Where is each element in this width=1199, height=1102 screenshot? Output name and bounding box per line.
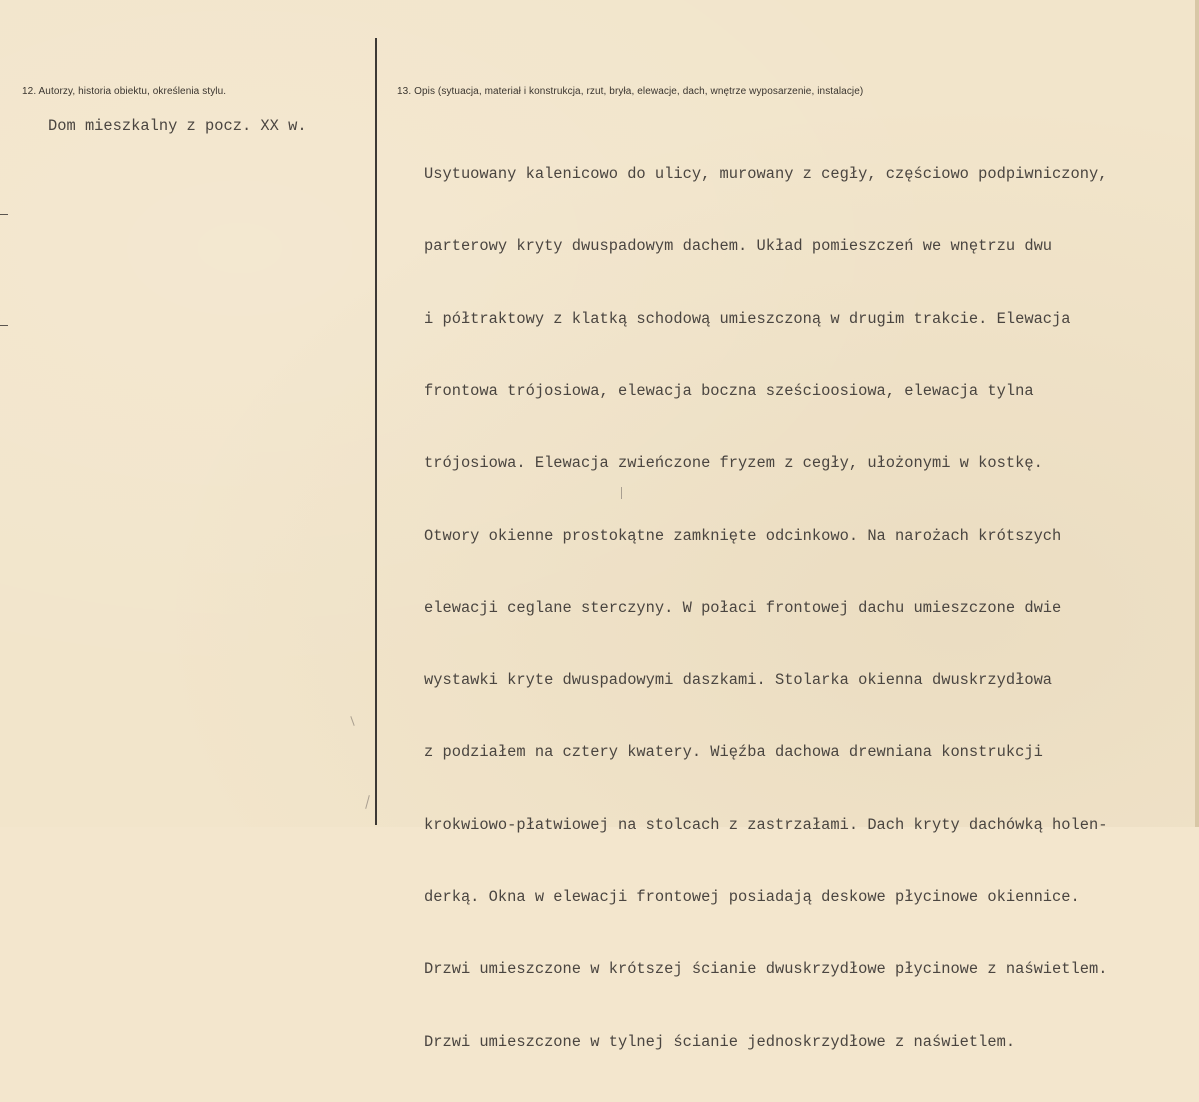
page-edge [1195,0,1199,827]
text-line: Otwory okienne prostokątne zamknięte odcinkowo. Na narożach krótszych [424,526,1062,545]
margin-tick-mark [0,325,8,326]
text-line: wystawki kryte dwuspadowymi daszkami. Stolarka okienna dwuskrzydłowa [424,671,1053,690]
text-line: Usytuowany kalenicowo do ulicy, murowany z cegły, częściowo podpiwniczony, [424,165,1108,184]
section-12-header: 12. Autorzy, historia obiektu, określenia stylu. [22,86,227,97]
column-divider [375,38,377,825]
section-12-text: Dom mieszkalny z pocz. XX w. [48,117,307,135]
text-line: i półtraktowy z klatką schodową umieszczoną w drugim trakcie. Elewacja [424,309,1071,328]
paper-mark [350,716,354,726]
margin-tick-mark [0,214,8,215]
section-13-header: 13. Opis (sytuacja, materiał i konstrukcja, rzut, bryła, elewacje, dach, wnętrze wyposarzenie, instalacje) [397,86,864,97]
text-line: parterowy kryty dwuspadowym dachem. Układ pomieszczeń we wnętrzu dwu [424,237,1053,256]
text-line: elewacji ceglane sterczyny. W połaci frontowej dachu umieszczone dwie [424,598,1062,617]
section-13-text [424,114,1107,1102]
text-line: trójosiowa. Elewacja zwieńczone fryzem z cegły, ułożonymi w kostkę. [424,454,1043,473]
paper-mark [365,795,370,809]
text-line: derką. Okna w elewacji frontowej posiadają deskowe płycinowe okiennice. [424,888,1080,906]
text-line: z podziałem na cztery kwatery. Więźba dachowa drewniana konstrukcji [424,743,1043,762]
text-line: Drzwi umieszczone w tylnej ścianie jednoskrzydłowe z naświetlem. [424,1032,1016,1051]
text-line: frontowa trójosiowa, elewacja boczna sześcioosiowa, elewacja tylna [424,382,1034,401]
text-line: krokwiowo-płatwiowej na stolcach z zastrzałami. Dach kryty dachówką holen- [424,815,1108,834]
text-line: Drzwi umieszczone w krótszej ścianie dwuskrzydłowe płycinowe z naświetlem. [424,960,1108,979]
